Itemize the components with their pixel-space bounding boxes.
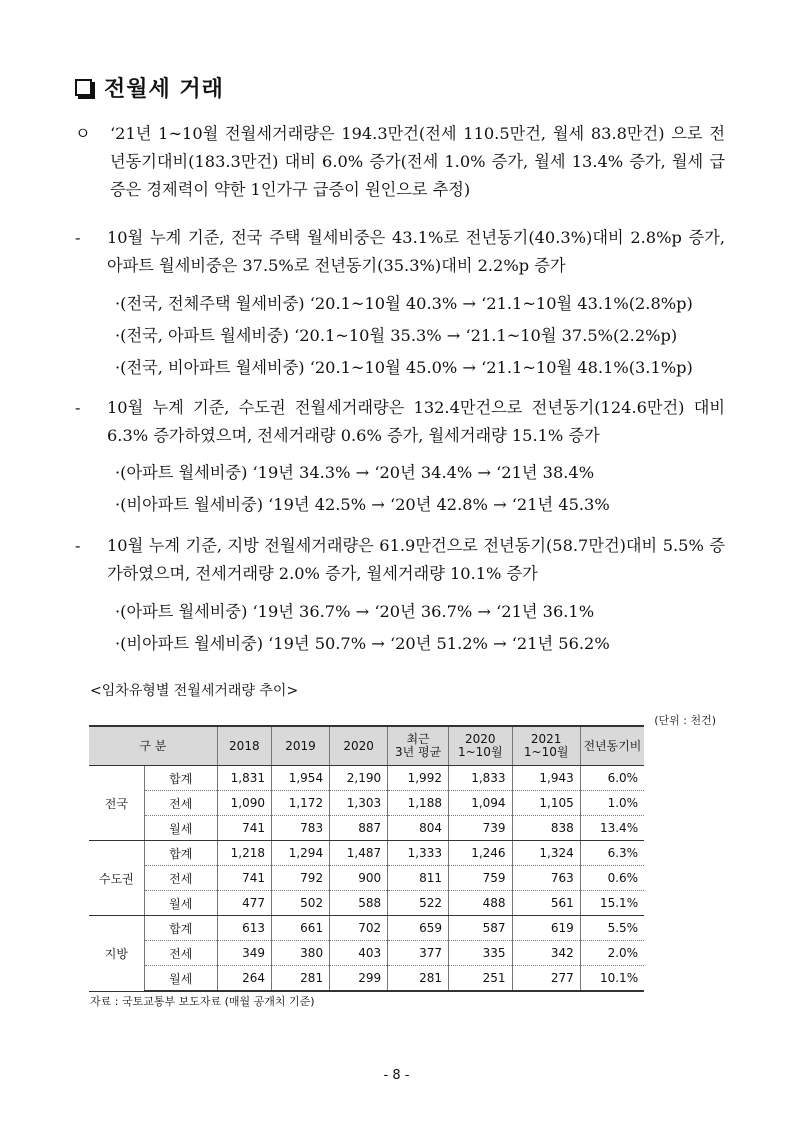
header-yoy: 전년동기비	[580, 726, 644, 766]
category-cell: 전세	[144, 791, 217, 816]
value-cell: 739	[448, 816, 512, 841]
table-row	[89, 891, 716, 916]
dash-marker: -	[75, 398, 81, 417]
value-cell: 1,090	[217, 791, 271, 816]
value-cell: 783	[272, 816, 330, 841]
header-2021-jan-oct-line2: 1~10월	[523, 745, 569, 759]
header-2020: 2020	[330, 726, 388, 766]
category-cell: 전세	[144, 941, 217, 966]
value-cell: 403	[330, 941, 388, 966]
table-source: 자료 : 국토교통부 보도자료 (매월 공개치 기준)	[90, 995, 315, 1008]
table-header-row	[89, 726, 716, 766]
value-cell: 1,954	[272, 766, 330, 791]
value-cell: 277	[512, 966, 580, 992]
category-cell: 합계	[144, 841, 217, 866]
value-cell: 0.6%	[580, 866, 644, 891]
value-cell: 588	[330, 891, 388, 916]
sub-item: ·(아파트 월세비중) ‘19년 34.3% → ‘20년 34.4% → ‘21년 38.4%	[115, 463, 595, 482]
value-cell: 1,333	[388, 841, 449, 866]
value-cell: 900	[330, 866, 388, 891]
region-cell: 전국	[89, 766, 144, 841]
value-cell: 659	[388, 916, 449, 941]
value-cell: 1,172	[272, 791, 330, 816]
value-cell: 1,218	[217, 841, 271, 866]
value-cell: 335	[448, 941, 512, 966]
value-cell: 342	[512, 941, 580, 966]
header-3yr-avg	[388, 726, 449, 766]
value-cell: 838	[512, 816, 580, 841]
value-cell: 1,992	[388, 766, 449, 791]
table-row	[89, 941, 716, 966]
section-title: 전월세 거래	[104, 76, 224, 102]
sub-item: ·(전국, 아파트 월세비중) ‘20.1~10월 35.3% → ‘21.1~10월 37.5%(2.2%p)	[115, 326, 678, 345]
dash-marker: -	[75, 536, 81, 555]
sub-item: ·(전국, 비아파트 월세비중) ‘20.1~10월 45.0% → ‘21.1~10월 48.1%(3.1%p)	[115, 358, 693, 377]
region-cell: 지방	[89, 916, 144, 992]
page-number: - 8 -	[383, 1068, 410, 1083]
value-cell: 10.1%	[580, 966, 644, 992]
table-row	[89, 816, 716, 841]
header-3yr-avg-line1: 최근	[406, 732, 430, 746]
value-cell: 811	[388, 866, 449, 891]
section-heading	[75, 70, 224, 104]
value-cell: 887	[330, 816, 388, 841]
region-cell: 수도권	[89, 841, 144, 916]
header-2021-jan-oct-line1: 2021	[530, 732, 562, 746]
value-cell: 2.0%	[580, 941, 644, 966]
dash-paragraph-capital	[75, 394, 725, 450]
value-cell: 477	[217, 891, 271, 916]
value-cell: 349	[217, 941, 271, 966]
table-row	[89, 766, 716, 791]
value-cell: 1,188	[388, 791, 449, 816]
dash-text: 10월 누계 기준, 지방 전월세거래량은 61.9만건으로 전년동기(58.7만건)대비 5.5% 증가하였으며, 전세거래량 2.0% 증가, 월세거래량 10.1% 증가	[107, 536, 725, 583]
header-2020-jan-oct-line2: 1~10월	[457, 745, 503, 759]
value-cell: 502	[272, 891, 330, 916]
header-2020-jan-oct	[448, 726, 512, 766]
value-cell: 763	[512, 866, 580, 891]
value-cell: 377	[388, 941, 449, 966]
value-cell: 1,105	[512, 791, 580, 816]
dash-paragraph-national	[75, 224, 725, 280]
sub-item: ·(비아파트 월세비중) ‘19년 50.7% → ‘20년 51.2% → ‘21년 56.2%	[115, 634, 610, 653]
value-cell: 1,246	[448, 841, 512, 866]
value-cell: 488	[448, 891, 512, 916]
value-cell: 6.0%	[580, 766, 644, 791]
table-row	[89, 866, 716, 891]
dash-text: 10월 누계 기준, 전국 주택 월세비중은 43.1%로 전년동기(40.3%)대비 2.8%p 증가, 아파트 월세비중은 37.5%로 전년동기(35.3%)대비 2.2%p 증가	[107, 228, 725, 275]
category-cell: 합계	[144, 766, 217, 791]
value-cell: 792	[272, 866, 330, 891]
value-cell: 522	[388, 891, 449, 916]
value-cell: 299	[330, 966, 388, 992]
dash-paragraph-provinces	[75, 532, 725, 588]
bullet-text: ‘21년 1∼10월 전월세거래량은 194.3만건(전세 110.5만건, 월세 83.8만건) 으로 전년동기대비(183.3만건) 대비 6.0% 증가(전세 1.0% 증가, 월세 13.4% 증가, 월세 급증은 경제력이 약한 1인가구 급증이 원인으로 추정)	[110, 124, 725, 199]
category-cell: 전세	[144, 866, 217, 891]
table-row	[89, 841, 716, 866]
sub-item: ·(비아파트 월세비중) ‘19년 42.5% → ‘20년 42.8% → ‘21년 45.3%	[115, 495, 610, 514]
table-row	[89, 791, 716, 816]
category-cell: 합계	[144, 916, 217, 941]
bullet-marker: ㅇ	[75, 124, 91, 143]
value-cell: 1,294	[272, 841, 330, 866]
header-2020-jan-oct-line1: 2020	[464, 732, 496, 746]
category-cell: 월세	[144, 966, 217, 992]
value-cell: 281	[388, 966, 449, 992]
value-cell: 5.5%	[580, 916, 644, 941]
value-cell: 1,487	[330, 841, 388, 866]
category-cell: 월세	[144, 816, 217, 841]
value-cell: 1,094	[448, 791, 512, 816]
value-cell: 741	[217, 866, 271, 891]
value-cell: 264	[217, 966, 271, 992]
value-cell: 661	[272, 916, 330, 941]
sub-item: ·(아파트 월세비중) ‘19년 36.7% → ‘20년 36.7% → ‘21년 36.1%	[115, 602, 595, 621]
table-caption: <임차유형별 전월세거래량 추이>	[90, 683, 299, 699]
value-cell: 1.0%	[580, 791, 644, 816]
table-unit: (단위 : 천건)	[654, 714, 716, 727]
transaction-table	[89, 725, 716, 992]
value-cell: 741	[217, 816, 271, 841]
category-cell: 월세	[144, 891, 217, 916]
value-cell: 1,943	[512, 766, 580, 791]
header-division: 구 분	[89, 726, 217, 766]
value-cell: 619	[512, 916, 580, 941]
sub-item: ·(전국, 전체주택 월세비중) ‘20.1~10월 40.3% → ‘21.1~10월 43.1%(2.8%p)	[115, 294, 693, 313]
value-cell: 15.1%	[580, 891, 644, 916]
value-cell: 1,324	[512, 841, 580, 866]
header-3yr-avg-line2: 3년 평균	[394, 745, 442, 759]
table-row	[89, 916, 716, 941]
value-cell: 702	[330, 916, 388, 941]
dash-marker: -	[75, 228, 81, 247]
table-body	[89, 766, 716, 992]
value-cell: 1,831	[217, 766, 271, 791]
value-cell: 6.3%	[580, 841, 644, 866]
value-cell: 561	[512, 891, 580, 916]
value-cell: 1,833	[448, 766, 512, 791]
value-cell: 380	[272, 941, 330, 966]
value-cell: 587	[448, 916, 512, 941]
value-cell: 759	[448, 866, 512, 891]
value-cell: 13.4%	[580, 816, 644, 841]
header-2021-jan-oct	[512, 726, 580, 766]
value-cell: 2,190	[330, 766, 388, 791]
header-2018: 2018	[217, 726, 271, 766]
bullet-paragraph	[75, 120, 725, 204]
value-cell: 1,303	[330, 791, 388, 816]
table-row	[89, 966, 716, 992]
header-2019: 2019	[272, 726, 330, 766]
value-cell: 613	[217, 916, 271, 941]
value-cell: 251	[448, 966, 512, 992]
value-cell: 804	[388, 816, 449, 841]
dash-text: 10월 누계 기준, 수도권 전월세거래량은 132.4만건으로 전년동기(124.6만건) 대비 6.3% 증가하였으며, 전세거래량 0.6% 증가, 월세거래량 15.1% 증가	[107, 398, 725, 445]
checkbox-square-icon	[75, 79, 92, 96]
value-cell: 281	[272, 966, 330, 992]
